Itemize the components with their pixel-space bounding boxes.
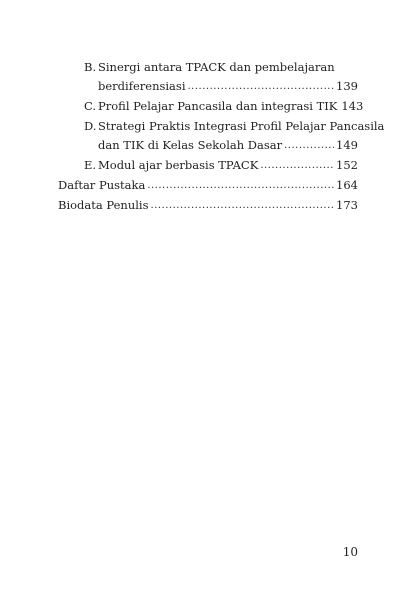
toc-entry-title: Biodata Penulis: [58, 198, 149, 212]
toc-entry-line: [84, 58, 358, 77]
toc-entry-e: [58, 156, 358, 176]
page-number: 10: [342, 545, 358, 559]
toc-entry-line: [84, 136, 358, 156]
toc-entry-line: [84, 97, 364, 117]
toc-entry-title: Sinergi antara TPACK dan pembelajaran: [98, 60, 335, 74]
toc-entry-title: Daftar Pustaka: [58, 178, 146, 192]
toc-entry-letter: E.: [84, 158, 97, 172]
toc-entry-c: [58, 97, 364, 117]
toc-entry-line: [84, 156, 358, 176]
toc-entry-page: 143: [341, 99, 364, 113]
toc-leader-dots: [260, 155, 334, 175]
toc-entry-daftar-pustaka: [58, 176, 358, 196]
toc-leader-dots: [284, 135, 334, 155]
toc-entry-title-cont: berdiferensiasi: [98, 79, 186, 93]
toc-entry-letter: D.: [84, 119, 97, 133]
toc-entry-letter: C.: [84, 99, 97, 113]
toc-entry-line: [84, 77, 358, 97]
toc-entry-b: [58, 58, 358, 97]
toc-leader-dots: [188, 76, 335, 96]
toc-entry-page: 173: [336, 198, 358, 212]
toc-entry-line: [84, 117, 385, 136]
table-of-contents: [58, 58, 385, 216]
toc-entry-page: 139: [336, 79, 358, 93]
toc-entry-biodata-penulis: [58, 196, 358, 216]
toc-entry-title-cont: dan TIK di Kelas Sekolah Dasar: [98, 138, 283, 152]
toc-leader-dots: [151, 195, 335, 215]
toc-entry-title: Modul ajar berbasis TPACK: [98, 158, 259, 172]
toc-entry-letter: B.: [84, 60, 97, 74]
toc-entry-d: [58, 117, 385, 156]
toc-entry-page: 164: [336, 178, 358, 192]
toc-entry-line: [58, 196, 358, 216]
toc-leader-dots: [147, 175, 334, 195]
toc-entry-title: Profil Pelajar Pancasila dan integrasi TIK: [98, 99, 338, 113]
toc-entry-title: Strategi Praktis Integrasi Profil Pelajar Pancasila: [98, 119, 385, 133]
toc-entry-page: 152: [336, 158, 358, 172]
toc-entry-line: [58, 176, 358, 196]
toc-entry-page: 149: [336, 138, 358, 152]
